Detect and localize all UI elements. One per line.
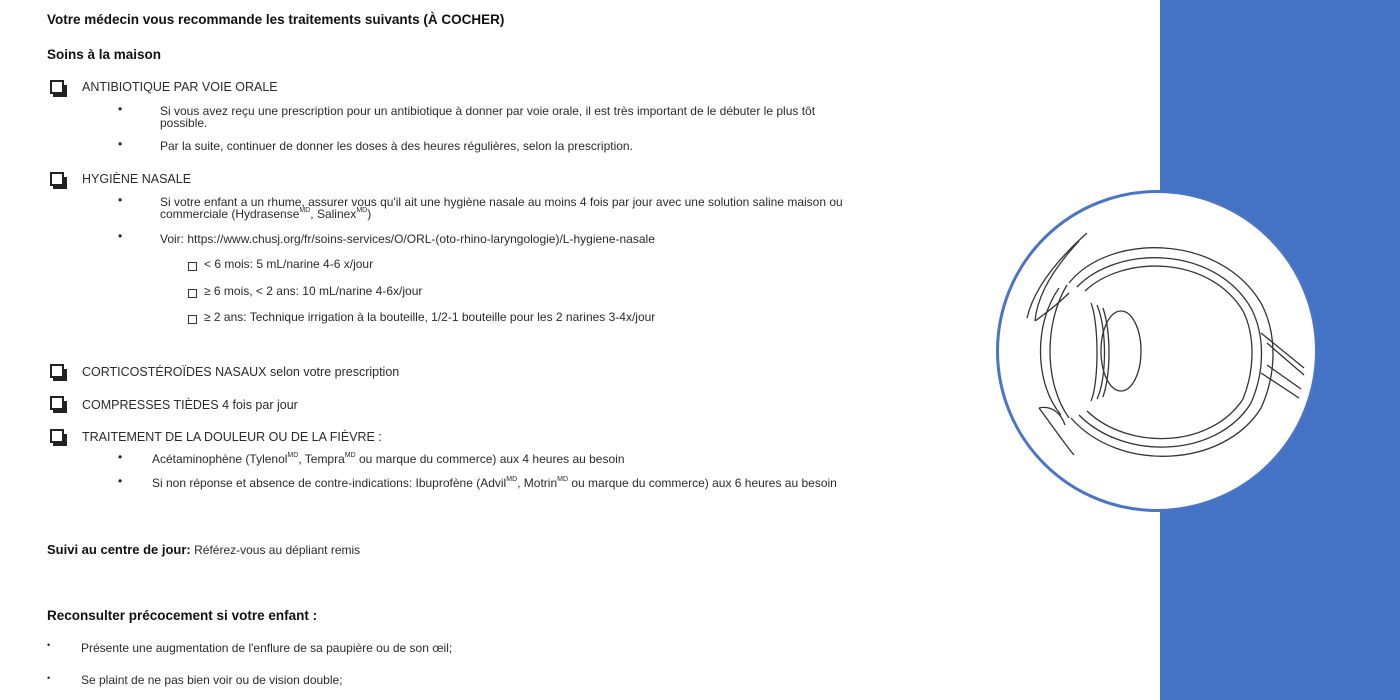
bullet-icon: •: [118, 450, 123, 464]
nasal-bullet-1: Si votre enfant a un rhume, assurer vous qu'il ait une hygiène nasale au moins 4 fois par jour avec une solution saline maison ou: [160, 195, 843, 209]
age-over-2y-checkbox[interactable]: [188, 315, 197, 324]
nasal-link[interactable]: Voir: https://www.chusj.org/fr/soins-services/O/ORL-(oto-rhino-laryngologie)/L-hygiene-nasale: [160, 232, 655, 246]
bullet-icon: •: [47, 673, 51, 683]
corticosteroids-checkbox[interactable]: [50, 364, 64, 378]
age-6m-2y-checkbox[interactable]: [188, 289, 197, 298]
ibuprofen-text: Si non réponse et absence de contre-indications: Ibuprofène (Advil$^{MD}$, Motrin$^{MD}$ ou marque du commerce) aux 6 heures au besoin: [152, 476, 837, 490]
pain-fever-label: TRAITEMENT DE LA DOULEUR OU DE LA FIÈVRE :: [82, 430, 382, 444]
age-over-2y: ≥ 2 ans: Technique irrigation à la bouteille, 1/2-1 bouteille pour les 2 narines 3-4x/jour: [204, 310, 656, 324]
reconsult-bullet-2: Se plaint de ne pas bien voir ou de vision double;: [81, 673, 343, 687]
corticosteroids-label: CORTICOSTÉROÏDES NASAUX selon votre prescription: [82, 365, 400, 379]
bullet-icon: •: [118, 102, 123, 116]
age-6m-2y: ≥ 6 mois, < 2 ans: 10 mL/narine 4-6x/jour: [204, 284, 423, 298]
bullet-icon: •: [47, 640, 51, 650]
recommendation-title: Votre médecin vous recommande les traitements suivants (À COCHER): [47, 12, 505, 27]
nasal-hygiene-label: HYGIÈNE NASALE: [82, 172, 192, 186]
bullet-icon: •: [118, 137, 123, 151]
follow-up-line: Suivi au centre de jour: Référez-vous au dépliant remis: [47, 542, 361, 557]
home-care-heading: Soins à la maison: [47, 47, 162, 62]
eye-anatomy-icon: [999, 193, 1315, 509]
reconsult-bullet-1: Présente une augmentation de l'enflure de sa paupière ou de son œil;: [81, 641, 453, 655]
nasal-bullet-1-cont: commerciale (Hydrasense$^{MD}$, Salinex$^{MD}$): [160, 207, 372, 221]
pain-fever-checkbox[interactable]: [50, 429, 64, 443]
compresses-label: COMPRESSES TIÈDES 4 fois par jour: [82, 398, 298, 412]
age-under-6m: < 6 mois: 5 mL/narine 4-6 x/jour: [204, 257, 374, 271]
antibiotic-bullet-2: Par la suite, continuer de donner les doses à des heures régulières, selon la prescription.: [160, 139, 633, 153]
reconsult-heading: Reconsulter précocement si votre enfant :: [47, 608, 318, 623]
acetaminophen-text: Acétaminophène (Tylenol$^{MD}$, Tempra$^{MD}$ ou marque du commerce) aux 4 heures au besoin: [152, 452, 625, 466]
bullet-icon: •: [118, 229, 123, 243]
compresses-checkbox[interactable]: [50, 396, 64, 410]
antibiotic-checkbox[interactable]: [50, 80, 64, 94]
age-under-6m-checkbox[interactable]: [188, 262, 197, 271]
nasal-hygiene-checkbox[interactable]: [50, 172, 64, 186]
antibiotic-bullet-1: Si vous avez reçu une prescription pour un antibiotique à donner par voie orale, il est très important de le débuter le plus tôt: [160, 104, 816, 118]
antibiotic-label: ANTIBIOTIQUE PAR VOIE ORALE: [82, 80, 278, 94]
antibiotic-bullet-1-cont: possible.: [160, 116, 208, 130]
bullet-icon: •: [118, 193, 123, 207]
bullet-icon: •: [118, 474, 123, 488]
eye-illustration: [996, 190, 1318, 512]
